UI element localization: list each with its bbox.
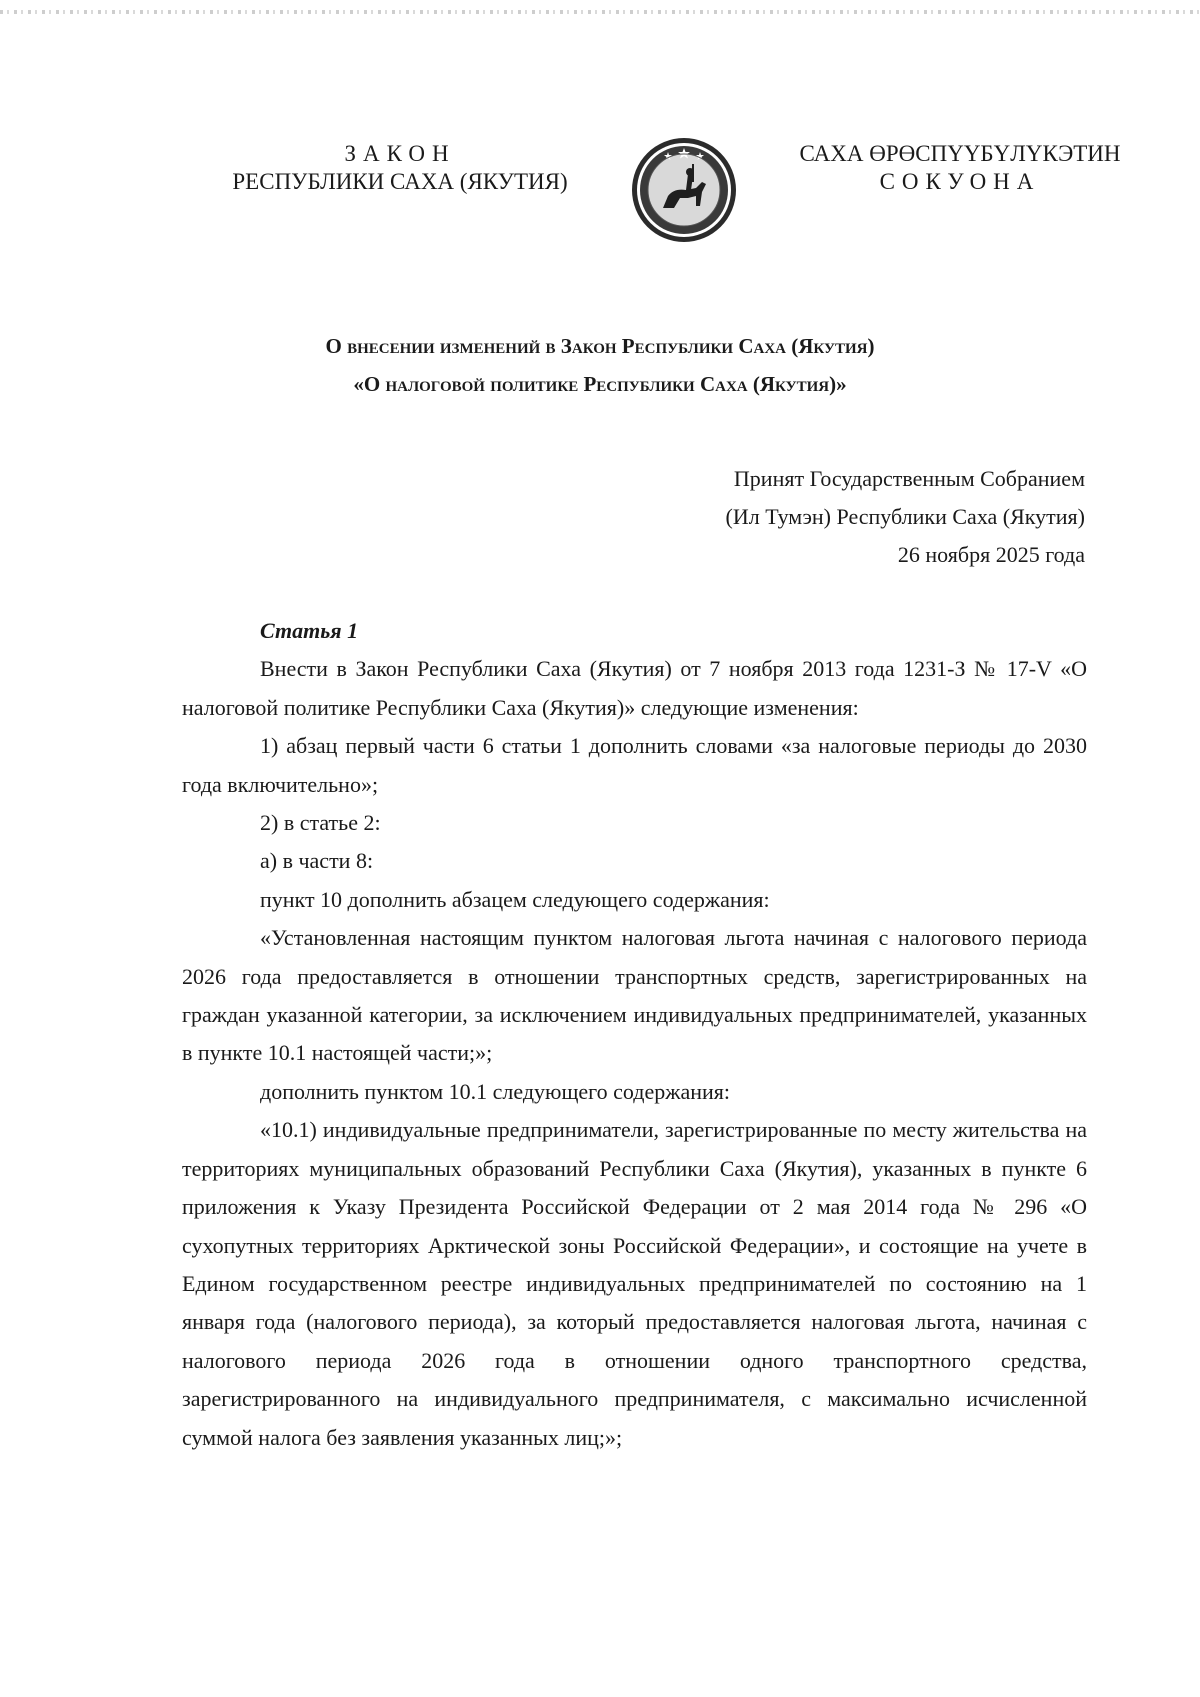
adoption-date: 26 ноября 2025 года <box>897 542 1085 567</box>
header-law-word: ЗАКОН <box>344 141 456 166</box>
header-republic-name: РЕСПУБЛИКИ САХА (ЯКУТИЯ) <box>232 169 568 194</box>
document-title <box>150 327 1050 403</box>
article-paragraph: а) в части 8: <box>260 848 374 874</box>
adoption-line-2: (Ил Тумэн) Республики Саха (Якутия) <box>725 504 1085 529</box>
header-republic-name-yakut: САХА ӨРӨСПҮҮБҮЛҮКЭТИН <box>799 141 1121 166</box>
adoption-block <box>565 460 1085 574</box>
scan-edge-noise <box>0 10 1200 14</box>
article-paragraph: дополнить пунктом 10.1 следующего содержания: <box>260 1078 730 1104</box>
article-paragraph: Внести в Закон Республики Саха (Якутия) от 7 ноября 2013 года 1231-З № 17-V «О налоговой политике Республики Саха (Якутия)» следующие изменения: <box>182 656 1087 720</box>
article-paragraph: 2) в статье 2: <box>260 810 381 836</box>
article-paragraph: пункт 10 дополнить абзацем следующего содержания: <box>260 886 770 912</box>
title-line-2: «О налоговой политике Республики Саха (Якутия)» <box>353 372 847 396</box>
title-line-1: О внесении изменений в Закон Республики Саха (Якутия) <box>325 334 875 358</box>
article-paragraph: 1) абзац первый части 6 статьи 1 дополнить словами «за налоговые периоды до 2030 года включительно»; <box>182 733 1087 797</box>
article-body <box>182 612 1087 1457</box>
header-right-yakut <box>780 140 1140 196</box>
adoption-line-1: Принят Государственным Собранием <box>733 466 1085 491</box>
header-law-word-yakut: СОКУОНА <box>879 169 1041 194</box>
header-left-russian <box>200 140 600 196</box>
article-paragraph: «Установленная настоящим пунктом налоговая льгота начиная с налогового периода 2026 года предоставляется в отношении транспортных средств, зарегистрированных на граждан указанной категории, за исключением индивидуальных предпринимателей, указанных в пункте 10.1 настоящей части;»; <box>182 925 1087 1066</box>
article-heading: Статья 1 <box>260 618 359 643</box>
coat-of-arms-sakha-icon <box>630 136 738 244</box>
article-paragraph: «10.1) индивидуальные предприниматели, зарегистрированные по месту жительства на территориях муниципальных образований Республики Саха (Якутия), указанных в пункте 6 приложения к Указу Президента Российской Федерации от 2 мая 2014 года № 296 «О сухопутных территориях Арктической зоны Российской Федерации», и состоящие на учете в Едином государственном реестре индивидуальных предпринимателей по состоянию на 1 января года (налогового периода), за который предоставляется налоговая льгота, начиная с налогового периода 2026 года в отношении одного транспортного средства, зарегистрированного на индивидуального предпринимателя, с максимально исчисленной суммой налога без заявления указанных лиц;»; <box>182 1117 1087 1450</box>
